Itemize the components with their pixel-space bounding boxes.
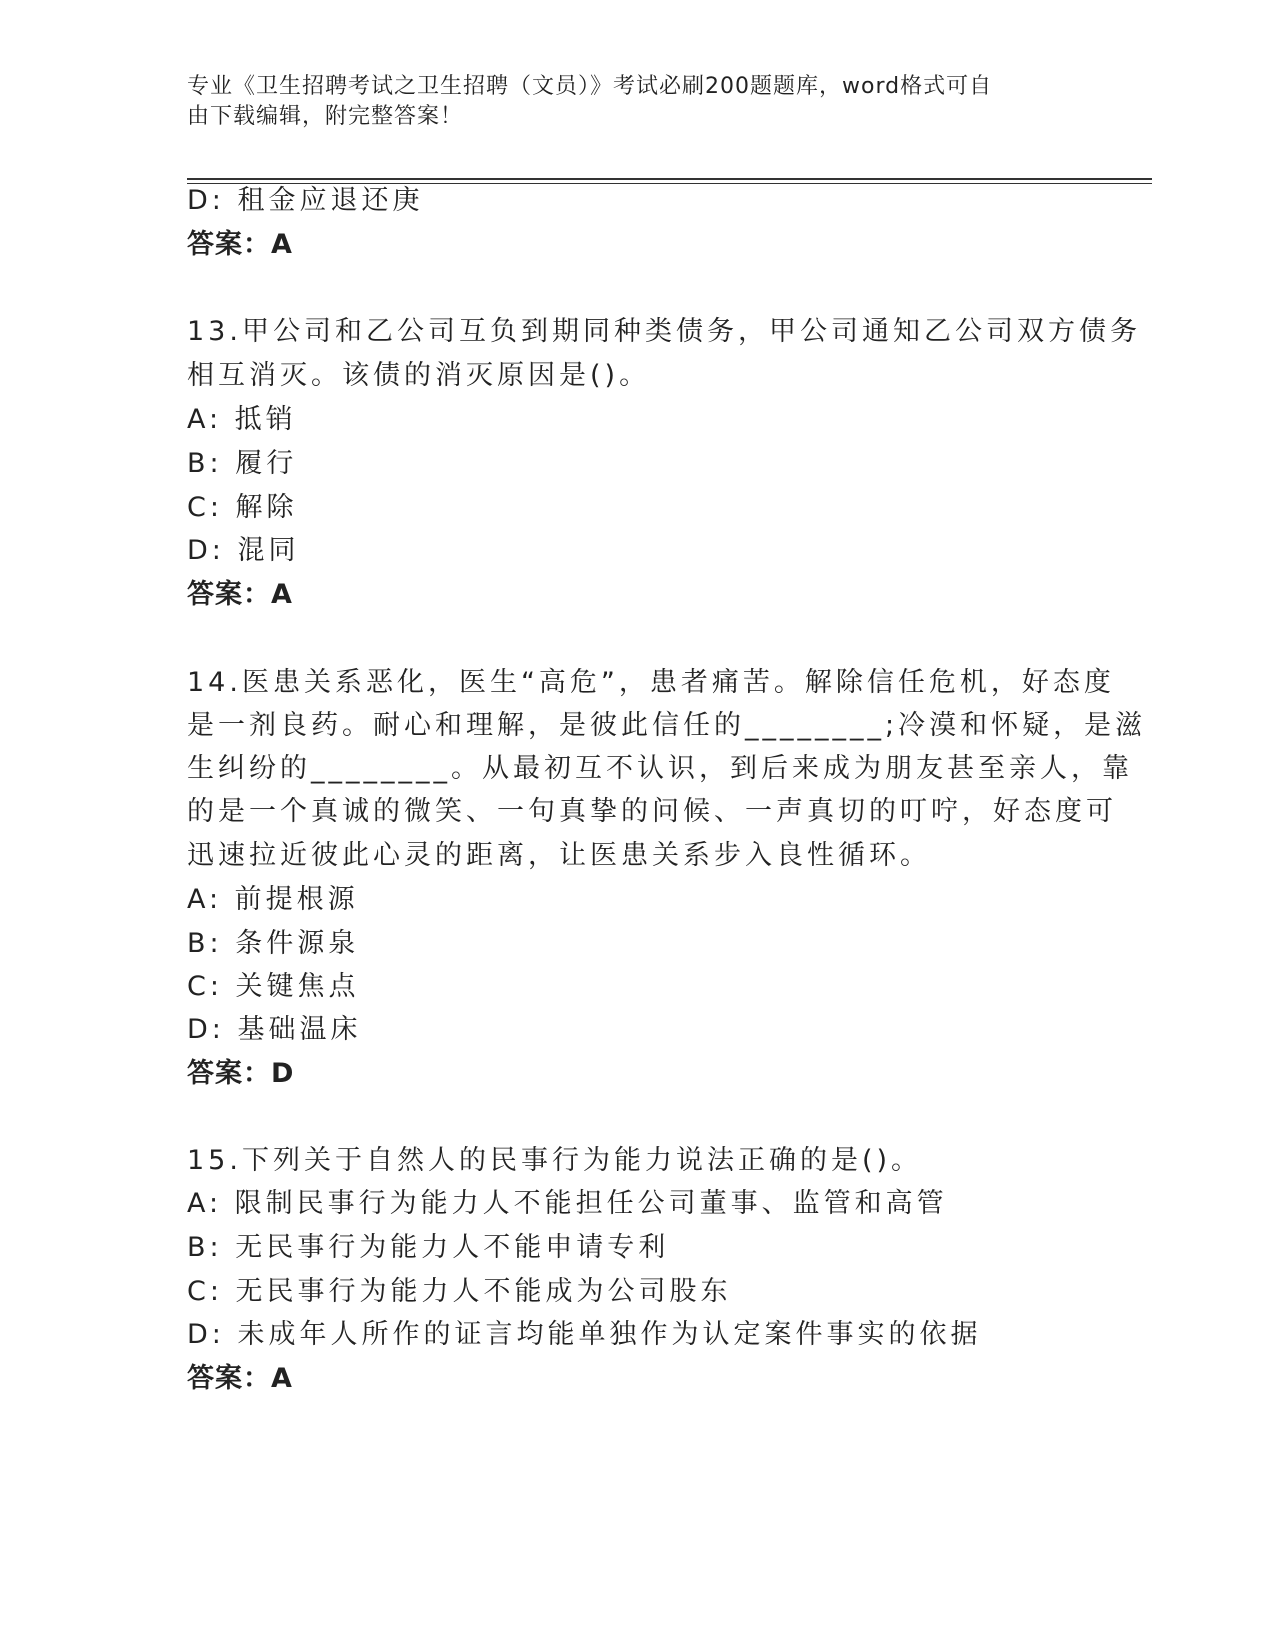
q14-option-b: B: 条件源泉	[187, 928, 360, 959]
document-header	[187, 72, 1077, 132]
q13-option-c: C: 解除	[187, 492, 298, 523]
q14-stem-line-2: 是一剂良药。耐心和理解，是彼此信任的________;冷漠和怀疑，是滋	[187, 710, 1147, 741]
q13-option-a: A: 抵销	[187, 404, 297, 435]
q13-answer: 答案：A	[187, 579, 293, 610]
q15-option-c: C: 无民事行为能力人不能成为公司股东	[187, 1276, 732, 1307]
header-rule-thick	[187, 178, 1152, 180]
header-line-2: 由下载编辑，附完整答案！	[187, 104, 464, 129]
q15-option-b: B: 无民事行为能力人不能申请专利	[187, 1232, 670, 1263]
q14-answer: 答案：D	[187, 1058, 295, 1089]
q13-option-b: B: 履行	[187, 448, 298, 479]
q15-answer: 答案：A	[187, 1363, 293, 1394]
header-rule-thin	[187, 183, 1152, 184]
q14-option-c: C: 关键焦点	[187, 971, 360, 1002]
q13-option-d: D: 混同	[187, 535, 300, 566]
q14-option-a: A: 前提根源	[187, 884, 359, 915]
q14-stem-line-3: 生纠纷的________。从最初互不认识，到后来成为朋友甚至亲人，靠	[187, 753, 1133, 784]
q15-option-a: A: 限制民事行为能力人不能担任公司董事、监管和高管	[187, 1188, 948, 1219]
header-line-1: 专业《卫生招聘考试之卫生招聘（文员）》考试必刷200题题库，word格式可自	[187, 74, 993, 99]
prev-answer: 答案：A	[187, 229, 293, 260]
q14-stem-line-4: 的是一个真诚的微笑、一句真挚的问候、一声真切的叮咛，好态度可	[187, 796, 1117, 827]
q14-stem-line-5: 迅速拉近彼此心灵的距离，让医患关系步入良性循环。	[187, 840, 931, 871]
q15-option-d: D: 未成年人所作的证言均能单独作为认定案件事实的依据	[187, 1319, 982, 1350]
q14-option-d: D: 基础温床	[187, 1014, 362, 1045]
prev-option-d: D: 租金应退还庚	[187, 185, 424, 216]
q15-stem-line-1: 15.下列关于自然人的民事行为能力说法正确的是()。	[187, 1145, 923, 1176]
q13-stem-line-2: 相互消灭。该债的消灭原因是()。	[187, 360, 651, 391]
q13-stem-line-1: 13.甲公司和乙公司互负到期同种类债务，甲公司通知乙公司双方债务	[187, 316, 1141, 347]
q14-stem-line-1: 14.医患关系恶化，医生“高危”，患者痛苦。解除信任危机，好态度	[187, 667, 1115, 698]
